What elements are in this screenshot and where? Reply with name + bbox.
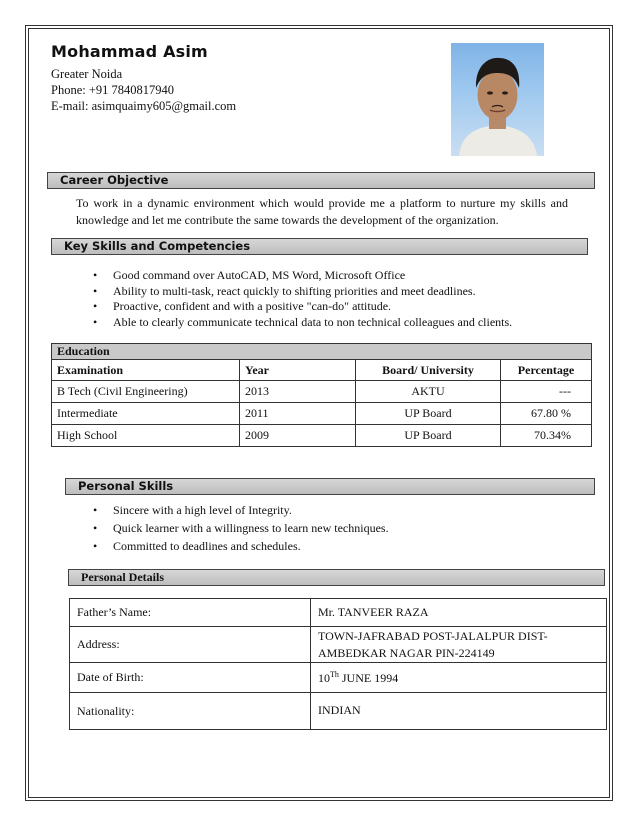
- personal-skills-heading: Personal Skills: [65, 478, 595, 495]
- location-text: Greater Noida: [51, 67, 123, 81]
- address-line: TOWN-JAFRABAD POST-JALALPUR DIST-: [318, 628, 548, 643]
- table-cell: 2009: [240, 425, 356, 447]
- candidate-name: Mohammad Asim: [51, 42, 208, 61]
- table-cell: AKTU: [356, 381, 501, 403]
- table-cell: Intermediate: [52, 403, 240, 425]
- list-item: • Able to clearly communicate technical data to non technical colleagues and clients.: [93, 315, 512, 331]
- table-row: [70, 627, 607, 663]
- list-item: • Proactive, confident and with a positive "can-do" attitude.: [93, 299, 512, 315]
- key-skills-list: [93, 268, 512, 330]
- table-row: [70, 693, 607, 730]
- list-item: • Ability to multi-task, react quickly to shifting priorities and meet deadlines.: [93, 284, 512, 300]
- email-text: E-mail: asimquaimy605@gmail.com: [51, 99, 237, 113]
- nationality-label: Nationality:: [70, 693, 311, 730]
- nationality-value: INDIAN: [311, 693, 607, 730]
- table-cell: UP Board: [356, 403, 501, 425]
- list-item: • Committed to deadlines and schedules.: [93, 537, 389, 555]
- table-cell: B Tech (Civil Engineering): [52, 381, 240, 403]
- personal-details-table: [69, 598, 607, 730]
- column-header: Percentage: [501, 360, 592, 381]
- table-cell: UP Board: [356, 425, 501, 447]
- list-item: • Quick learner with a willingness to learn new techniques.: [93, 519, 389, 537]
- key-skills-heading: Key Skills and Competencies: [51, 238, 588, 255]
- dob-rest: JUNE 1994: [338, 670, 399, 685]
- table-row: [52, 425, 592, 447]
- table-cell: 2011: [240, 403, 356, 425]
- table-cell: High School: [52, 425, 240, 447]
- list-item: • Good command over AutoCAD, MS Word, Microsoft Office: [93, 268, 512, 284]
- profile-photo: [451, 43, 544, 156]
- table-cell: 2013: [240, 381, 356, 403]
- personal-skills-list: [93, 501, 389, 555]
- education-table: [51, 343, 592, 447]
- table-row: [52, 381, 592, 403]
- table-header-row: [52, 360, 592, 381]
- address-line: AMBEDKAR NAGAR PIN-224149: [318, 645, 495, 660]
- table-row: [70, 599, 607, 627]
- list-item: • Sincere with a high level of Integrity.: [93, 501, 389, 519]
- fathers-name-label: Father’s Name:: [70, 599, 311, 627]
- column-header: Examination: [52, 360, 240, 381]
- address-value: [311, 627, 607, 663]
- career-objective-text: To work in a dynamic environment which would provide me a platform to nurture my skills and knowledge and let me contribute the same towards the development of the organization.: [76, 196, 568, 227]
- table-cell: ---: [501, 381, 592, 403]
- table-row: [70, 663, 607, 693]
- table-row: [52, 403, 592, 425]
- table-cell: 70.34%: [501, 425, 592, 447]
- dob-suffix: Th: [330, 669, 339, 679]
- table-cell: 67.80 %: [501, 403, 592, 425]
- fathers-name-value: Mr. TANVEER RAZA: [311, 599, 607, 627]
- column-header: Year: [240, 360, 356, 381]
- dob-day: 10: [318, 670, 330, 685]
- dob-label: Date of Birth:: [70, 663, 311, 693]
- education-heading: Education: [52, 344, 592, 360]
- dob-value: [311, 663, 607, 693]
- address-label: Address:: [70, 627, 311, 663]
- column-header: Board/ University: [356, 360, 501, 381]
- career-objective-heading: Career Objective: [47, 172, 595, 189]
- profile-photo-image: [451, 43, 544, 156]
- phone-text: Phone: +91 7840817940: [51, 83, 175, 97]
- personal-details-heading: Personal Details: [68, 569, 605, 586]
